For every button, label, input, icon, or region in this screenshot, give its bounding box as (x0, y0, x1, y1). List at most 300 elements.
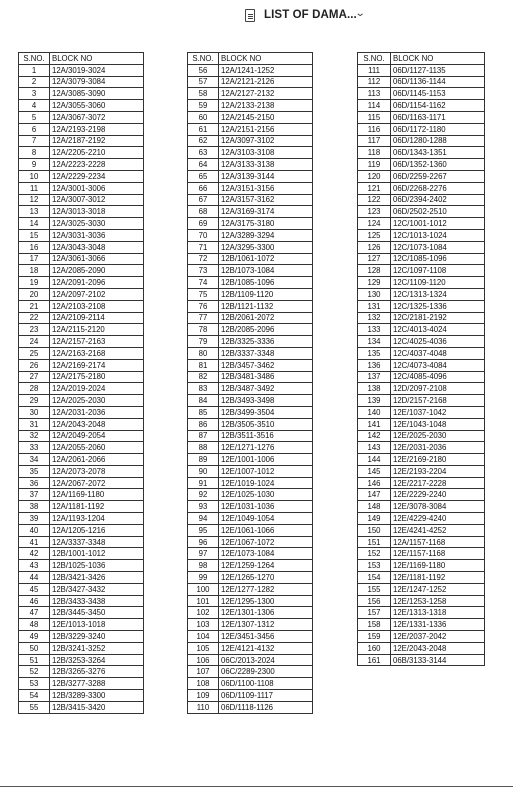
sno-cell: 50 (19, 642, 50, 654)
block-no-cell: 12B/3229-3240 (50, 631, 144, 643)
table-row (19, 430, 144, 442)
sno-cell: 11 (19, 182, 50, 194)
table-row (188, 701, 313, 713)
table-row (358, 572, 485, 584)
block-no-cell: 12A/3133-3138 (219, 159, 313, 171)
table-row (188, 170, 313, 182)
block-no-cell: 12A/2097-2102 (50, 288, 144, 300)
table-row (19, 513, 144, 525)
table-row (358, 395, 485, 407)
table-row (188, 64, 313, 76)
table-row (358, 560, 485, 572)
block-no-cell: 12A/3169-3174 (219, 206, 313, 218)
table-row (358, 642, 485, 654)
sno-cell: 120 (358, 170, 391, 182)
sno-cell: 87 (188, 430, 219, 442)
table-row (358, 265, 485, 277)
table-row (19, 619, 144, 631)
sno-cell: 41 (19, 536, 50, 548)
table-row (188, 182, 313, 194)
block-no-cell: 12A/3289-3294 (219, 229, 313, 241)
sno-cell: 154 (358, 572, 391, 584)
sno-cell: 52 (19, 666, 50, 678)
chevron-down-icon[interactable]: ⌄ (354, 8, 366, 19)
sno-cell: 121 (358, 182, 391, 194)
sno-cell: 85 (188, 406, 219, 418)
block-no-cell: 12C/4013-4024 (391, 324, 485, 336)
table-row (19, 277, 144, 289)
block-table-3 (357, 52, 485, 666)
block-table-1 (18, 52, 144, 714)
sno-cell: 51 (19, 654, 50, 666)
table-row (188, 241, 313, 253)
table-row (188, 277, 313, 289)
block-no-cell: 12B/3445-3450 (50, 607, 144, 619)
sno-cell: 40 (19, 524, 50, 536)
block-no-cell: 12A/3139-3144 (219, 170, 313, 182)
sno-cell: 84 (188, 395, 219, 407)
block-no-cell: 12A/2151-2156 (219, 123, 313, 135)
block-no-cell: 12B/3337-3348 (219, 347, 313, 359)
block-no-cell: 06D/1172-1180 (391, 123, 485, 135)
block-no-cell: 12A/3055-3060 (50, 100, 144, 112)
table-row (358, 477, 485, 489)
sno-cell: 125 (358, 229, 391, 241)
table-row (188, 430, 313, 442)
sno-cell: 156 (358, 595, 391, 607)
block-no-cell: 12C/1313-1324 (391, 288, 485, 300)
sno-cell: 140 (358, 406, 391, 418)
sno-cell: 142 (358, 430, 391, 442)
sno-cell: 65 (188, 170, 219, 182)
table-row (19, 241, 144, 253)
sno-cell: 38 (19, 501, 50, 513)
sno-cell: 103 (188, 619, 219, 631)
sno-cell: 132 (358, 312, 391, 324)
sno-cell: 110 (188, 701, 219, 713)
sno-cell: 25 (19, 347, 50, 359)
table-row (188, 218, 313, 230)
block-no-cell: 12B/3433-3438 (50, 595, 144, 607)
block-no-cell: 12A/1181-1192 (50, 501, 144, 513)
sno-cell: 124 (358, 218, 391, 230)
table-row (188, 159, 313, 171)
block-no-cell: 12A/2025-2030 (50, 395, 144, 407)
table-row (19, 123, 144, 135)
sno-cell: 136 (358, 359, 391, 371)
sno-cell: 102 (188, 607, 219, 619)
block-no-cell: 12A/2193-2198 (50, 123, 144, 135)
block-no-cell: 12B/1109-1120 (219, 288, 313, 300)
table-row (358, 336, 485, 348)
sno-cell: 61 (188, 123, 219, 135)
table-row (19, 666, 144, 678)
block-no-cell: 06D/2394-2402 (391, 194, 485, 206)
table-row (19, 418, 144, 430)
sno-cell: 44 (19, 572, 50, 584)
block-no-cell: 12A/2109-2114 (50, 312, 144, 324)
block-no-cell: 12A/2175-2180 (50, 371, 144, 383)
sno-cell: 144 (358, 454, 391, 466)
block-no-cell: 12A/2205-2210 (50, 147, 144, 159)
block-no-cell: 12E/2217-2228 (391, 477, 485, 489)
sno-cell: 93 (188, 501, 219, 513)
block-no-cell: 06B/3133-3144 (391, 654, 485, 666)
table-row (358, 312, 485, 324)
table-row (19, 229, 144, 241)
document-title[interactable]: LIST OF DAMA... (264, 9, 357, 21)
block-no-cell: 12A/2127-2132 (219, 88, 313, 100)
sno-cell: 2 (19, 76, 50, 88)
block-no-cell: 12C/1073-1084 (391, 241, 485, 253)
sno-cell: 79 (188, 336, 219, 348)
sno-cell: 18 (19, 265, 50, 277)
sno-cell: 59 (188, 100, 219, 112)
page-edge-divider (0, 786, 513, 787)
sno-cell: 36 (19, 477, 50, 489)
block-no-cell: 12B/1001-1012 (50, 548, 144, 560)
table-row (19, 690, 144, 702)
table-row (188, 465, 313, 477)
sno-cell: 71 (188, 241, 219, 253)
sno-cell: 127 (358, 253, 391, 265)
sno-cell: 58 (188, 88, 219, 100)
block-no-cell: 12E/1307-1312 (219, 619, 313, 631)
table-row (188, 619, 313, 631)
sno-cell: 24 (19, 336, 50, 348)
sno-cell: 118 (358, 147, 391, 159)
sno-cell: 157 (358, 607, 391, 619)
block-no-cell: 12A/3103-3108 (219, 147, 313, 159)
table-row (19, 560, 144, 572)
sno-cell: 1 (19, 64, 50, 76)
block-no-cell: 12A/2229-2234 (50, 170, 144, 182)
table-row (358, 548, 485, 560)
table-row (19, 147, 144, 159)
block-no-cell: 12E/1013-1018 (50, 619, 144, 631)
block-no-cell: 06D/1352-1360 (391, 159, 485, 171)
table-row (19, 111, 144, 123)
block-no-cell: 12A/3013-3018 (50, 206, 144, 218)
table-row (188, 654, 313, 666)
table-row (19, 312, 144, 324)
table-row (358, 76, 485, 88)
table-row (19, 477, 144, 489)
sno-cell: 17 (19, 253, 50, 265)
sno-cell: 29 (19, 395, 50, 407)
table-row (188, 383, 313, 395)
sno-cell: 149 (358, 513, 391, 525)
table-row (188, 631, 313, 643)
block-no-cell: 12E/1037-1042 (391, 406, 485, 418)
sno-cell: 39 (19, 513, 50, 525)
sno-cell: 63 (188, 147, 219, 159)
table-row (358, 218, 485, 230)
sno-cell: 133 (358, 324, 391, 336)
block-no-cell: 06D/1154-1162 (391, 100, 485, 112)
sno-cell: 92 (188, 489, 219, 501)
sno-cell: 139 (358, 395, 391, 407)
sno-cell: 22 (19, 312, 50, 324)
sno-cell: 137 (358, 371, 391, 383)
sno-cell: 6 (19, 123, 50, 135)
sno-cell: 20 (19, 288, 50, 300)
block-no-cell: 12E/1253-1258 (391, 595, 485, 607)
table-row (19, 135, 144, 147)
sno-cell: 151 (358, 536, 391, 548)
document-icon (245, 9, 255, 22)
block-no-cell: 12B/3511-3516 (219, 430, 313, 442)
table-row (358, 595, 485, 607)
block-no-cell: 12A/3061-3066 (50, 253, 144, 265)
block-no-header: BLOCK NO (391, 53, 485, 65)
table-row (358, 513, 485, 525)
table-row (188, 536, 313, 548)
table-row (358, 430, 485, 442)
sno-cell: 16 (19, 241, 50, 253)
sno-cell: 161 (358, 654, 391, 666)
table-row (19, 76, 144, 88)
sno-cell: 95 (188, 524, 219, 536)
block-no-cell: 12A/1205-1216 (50, 524, 144, 536)
sno-cell: 73 (188, 265, 219, 277)
table-row (19, 642, 144, 654)
block-no-cell: 12D/2157-2168 (391, 395, 485, 407)
block-no-cell: 12E/2193-2204 (391, 465, 485, 477)
table-row (19, 371, 144, 383)
block-no-cell: 12B/1025-1036 (50, 560, 144, 572)
table-row (358, 229, 485, 241)
sno-cell: 99 (188, 572, 219, 584)
block-no-cell: 12A/2157-2163 (50, 336, 144, 348)
block-no-cell: 12A/2187-2192 (50, 135, 144, 147)
sno-cell: 28 (19, 383, 50, 395)
block-no-cell: 12E/4241-4252 (391, 524, 485, 536)
sno-cell: 48 (19, 619, 50, 631)
sno-cell: 114 (358, 100, 391, 112)
sno-cell: 123 (358, 206, 391, 218)
sno-header: S.NO. (188, 53, 219, 65)
sno-cell: 68 (188, 206, 219, 218)
table-row (19, 583, 144, 595)
block-no-cell: 12A/2073-2078 (50, 465, 144, 477)
block-no-cell: 12E/4121-4132 (219, 642, 313, 654)
block-no-cell: 12E/1007-1012 (219, 465, 313, 477)
sno-cell: 152 (358, 548, 391, 560)
sno-cell: 145 (358, 465, 391, 477)
sno-cell: 67 (188, 194, 219, 206)
table-header-row (188, 53, 313, 65)
table-row (19, 300, 144, 312)
sno-cell: 135 (358, 347, 391, 359)
block-no-cell: 12A/2145-2150 (219, 111, 313, 123)
table-row (358, 135, 485, 147)
sno-cell: 37 (19, 489, 50, 501)
table-row (188, 548, 313, 560)
table-row (358, 631, 485, 643)
block-no-cell: 12C/4025-4036 (391, 336, 485, 348)
sno-cell: 122 (358, 194, 391, 206)
table-row (188, 359, 313, 371)
block-no-cell: 12B/3325-3336 (219, 336, 313, 348)
table-row (358, 607, 485, 619)
table-row (358, 300, 485, 312)
block-no-cell: 12C/1001-1012 (391, 218, 485, 230)
table-row (19, 548, 144, 560)
table-row (19, 218, 144, 230)
table-row (188, 442, 313, 454)
table-row (188, 324, 313, 336)
block-no-cell: 12A/2019-2024 (50, 383, 144, 395)
block-no-cell: 12D/2097-2108 (391, 383, 485, 395)
block-no-cell: 06D/1280-1288 (391, 135, 485, 147)
table-row (188, 194, 313, 206)
sno-cell: 83 (188, 383, 219, 395)
table-row (19, 383, 144, 395)
table-row (358, 147, 485, 159)
table-row (188, 583, 313, 595)
sno-cell: 27 (19, 371, 50, 383)
table-row (358, 194, 485, 206)
table-row (188, 88, 313, 100)
block-no-cell: 12A/2103-2108 (50, 300, 144, 312)
table-row (19, 182, 144, 194)
table-row (188, 477, 313, 489)
block-no-cell: 06D/1136-1144 (391, 76, 485, 88)
sno-cell: 21 (19, 300, 50, 312)
block-no-cell: 12A/3001-3006 (50, 182, 144, 194)
block-no-cell: 06D/1109-1117 (219, 690, 313, 702)
block-no-cell: 06D/1145-1153 (391, 88, 485, 100)
sno-cell: 153 (358, 560, 391, 572)
sno-cell: 4 (19, 100, 50, 112)
table-row (19, 489, 144, 501)
sno-cell: 158 (358, 619, 391, 631)
block-no-cell: 12A/2061-2066 (50, 454, 144, 466)
sno-cell: 46 (19, 595, 50, 607)
block-no-cell: 12C/4085-4096 (391, 371, 485, 383)
block-no-cell: 12E/4229-4240 (391, 513, 485, 525)
table-row (19, 654, 144, 666)
sno-cell: 80 (188, 347, 219, 359)
sno-cell: 69 (188, 218, 219, 230)
block-no-cell: 12B/2061-2072 (219, 312, 313, 324)
table-row (358, 406, 485, 418)
block-no-cell: 12E/3078-3084 (391, 501, 485, 513)
table-row (188, 454, 313, 466)
block-no-cell: 12B/3241-3252 (50, 642, 144, 654)
sno-cell: 31 (19, 418, 50, 430)
table-row (188, 336, 313, 348)
block-no-cell: 12A/3295-3300 (219, 241, 313, 253)
sno-cell: 56 (188, 64, 219, 76)
sno-cell: 66 (188, 182, 219, 194)
block-no-cell: 12A/2055-2060 (50, 442, 144, 454)
sno-cell: 119 (358, 159, 391, 171)
block-no-cell: 12A/2085-2090 (50, 265, 144, 277)
block-no-cell: 12B/1085-1096 (219, 277, 313, 289)
block-no-cell: 12A/3157-3162 (219, 194, 313, 206)
table-header-row (19, 53, 144, 65)
sno-cell: 7 (19, 135, 50, 147)
block-no-cell: 12E/1271-1276 (219, 442, 313, 454)
block-no-cell: 12E/2031-2036 (391, 442, 485, 454)
block-no-cell: 12B/3499-3504 (219, 406, 313, 418)
sno-cell: 19 (19, 277, 50, 289)
block-no-cell: 12B/2085-2096 (219, 324, 313, 336)
table-row (358, 371, 485, 383)
table-row (358, 454, 485, 466)
block-no-cell: 12A/2169-2174 (50, 359, 144, 371)
block-no-cell: 12A/2067-2072 (50, 477, 144, 489)
table-row (188, 418, 313, 430)
sno-cell: 9 (19, 159, 50, 171)
table-row (188, 489, 313, 501)
table-row (19, 336, 144, 348)
block-no-cell: 12A/3025-3030 (50, 218, 144, 230)
block-no-cell: 12A/1169-1180 (50, 489, 144, 501)
table-row (188, 100, 313, 112)
sno-cell: 78 (188, 324, 219, 336)
table-row (188, 347, 313, 359)
table-row (188, 524, 313, 536)
block-no-cell: 12A/3085-3090 (50, 88, 144, 100)
sno-header: S.NO. (358, 53, 391, 65)
sno-cell: 141 (358, 418, 391, 430)
block-no-cell: 12C/4037-4048 (391, 347, 485, 359)
block-no-cell: 12E/1313-1318 (391, 607, 485, 619)
block-no-cell: 12E/1073-1084 (219, 548, 313, 560)
block-no-cell: 12E/1067-1072 (219, 536, 313, 548)
table-row (358, 253, 485, 265)
table-row (188, 135, 313, 147)
table-row (358, 182, 485, 194)
table-row (358, 383, 485, 395)
sno-cell: 15 (19, 229, 50, 241)
table-row (358, 241, 485, 253)
table-row (19, 359, 144, 371)
sno-cell: 30 (19, 406, 50, 418)
sno-cell: 13 (19, 206, 50, 218)
sno-cell: 117 (358, 135, 391, 147)
table-row (358, 277, 485, 289)
sno-cell: 89 (188, 454, 219, 466)
block-no-cell: 06D/2268-2276 (391, 182, 485, 194)
block-no-cell: 12E/1259-1264 (219, 560, 313, 572)
table-row (188, 406, 313, 418)
block-no-cell: 12A/3097-3102 (219, 135, 313, 147)
block-no-cell: 12E/2169-2180 (391, 454, 485, 466)
sno-cell: 150 (358, 524, 391, 536)
sno-cell: 108 (188, 678, 219, 690)
table-row (19, 536, 144, 548)
table-row (19, 100, 144, 112)
table-row (188, 312, 313, 324)
table-row (19, 406, 144, 418)
block-no-cell: 12A/2133-2138 (219, 100, 313, 112)
block-no-cell: 12A/3019-3024 (50, 64, 144, 76)
table-row (358, 524, 485, 536)
sno-cell: 64 (188, 159, 219, 171)
sno-cell: 90 (188, 465, 219, 477)
block-no-cell: 12C/2181-2192 (391, 312, 485, 324)
sno-cell: 53 (19, 678, 50, 690)
sno-cell: 34 (19, 454, 50, 466)
sno-cell: 86 (188, 418, 219, 430)
table-row (358, 347, 485, 359)
table-row (358, 583, 485, 595)
block-no-cell: 12B/3427-3432 (50, 583, 144, 595)
